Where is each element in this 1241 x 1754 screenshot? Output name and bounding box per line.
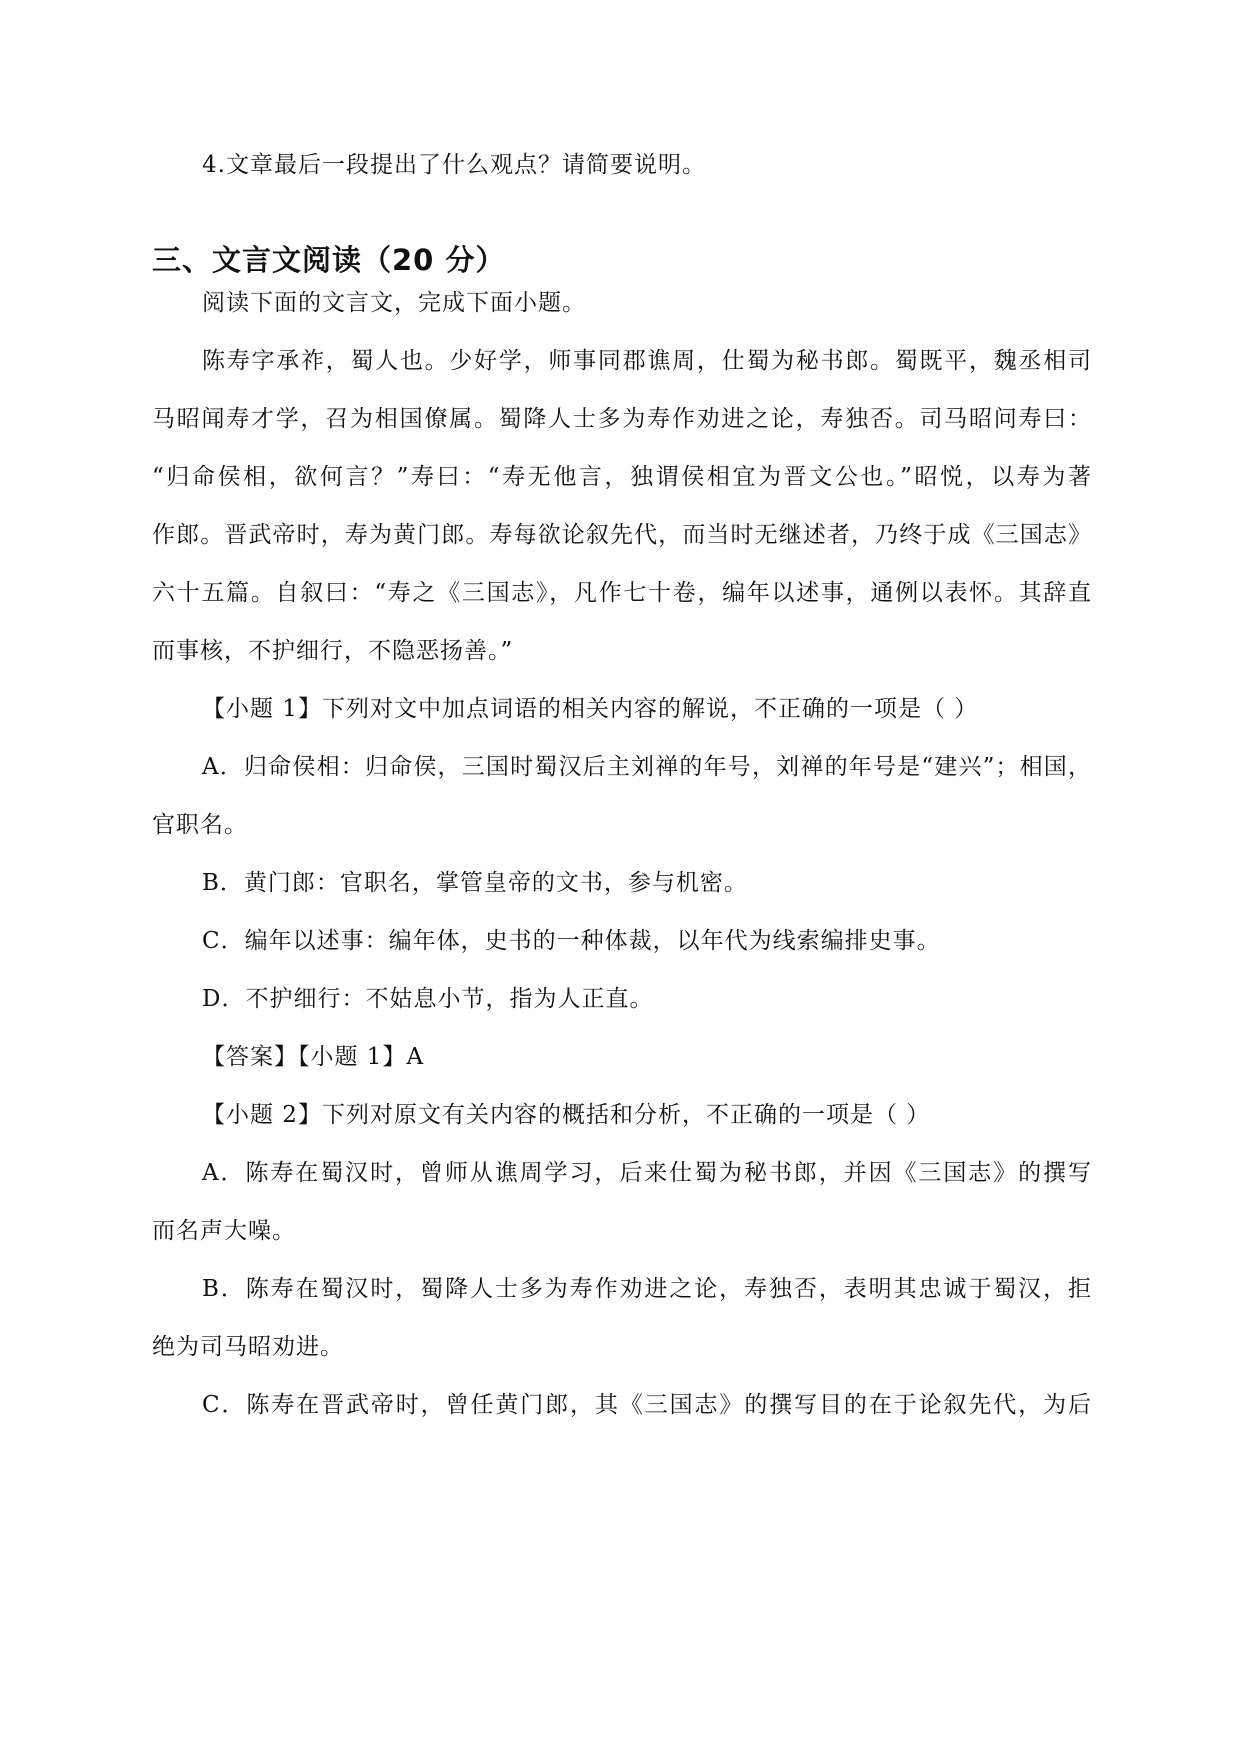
question-4: 4.文章最后一段提出了什么观点？请简要说明。 — [202, 152, 706, 178]
q1-option-a-line-2: 官职名。 — [152, 812, 248, 838]
passage-line-1: 陈寿字承祚，蜀人也。少好学，师事同郡谯周，仕蜀为秘书郎。蜀既平，魏丞相司 — [202, 348, 1092, 374]
section-heading: 三、文言文阅读（20 分） — [152, 243, 506, 277]
passage-line-6: 而事核，不护细行，不隐恶扬善。” — [152, 638, 514, 664]
instruction-text: 阅读下面的文言文，完成下面小题。 — [202, 290, 586, 316]
q2-stem: 【小题 2】下列对原文有关内容的概括和分析，不正确的一项是（ ） — [202, 1102, 931, 1128]
q1-option-b: B．黄门郎：官职名，掌管皇帝的文书，参与机密。 — [202, 870, 748, 896]
q2-option-a-line-2: 而名声大噪。 — [152, 1218, 296, 1244]
q2-option-c-line-1: C．陈寿在晋武帝时，曾任黄门郎，其《三国志》的撰写目的在于论叙先代，为后 — [202, 1392, 1092, 1418]
passage-line-2: 马昭闻寿才学，召为相国僚属。蜀降人士多为寿作劝进之论，寿独否。司马昭问寿曰： — [152, 406, 1092, 432]
passage-line-5: 六十五篇。自叙曰：“寿之《三国志》，凡作七十卷，编年以述事，通例以表怀。其辞直 — [152, 580, 1092, 606]
q1-option-a-line-1: A．归命侯相：归命侯，三国时蜀汉后主刘禅的年号，刘禅的年号是“建兴”；相国， — [202, 754, 1092, 780]
q1-stem: 【小题 1】下列对文中加点词语的相关内容的解说，不正确的一项是（ ） — [202, 696, 979, 722]
q1-option-d: D．不护细行：不姑息小节，指为人正直。 — [202, 986, 654, 1012]
q1-option-c: C．编年以述事：编年体，史书的一种体裁，以年代为线索编排史事。 — [202, 928, 941, 954]
q1-answer: 【答案】【小题 1】A — [202, 1044, 425, 1070]
q2-option-b-line-1: B．陈寿在蜀汉时，蜀降人士多为寿作劝进之论，寿独否，表明其忠诚于蜀汉，拒 — [202, 1276, 1092, 1302]
q2-option-b-line-2: 绝为司马昭劝进。 — [152, 1334, 344, 1360]
q2-option-a-line-1: A．陈寿在蜀汉时，曾师从谯周学习，后来仕蜀为秘书郎，并因《三国志》的撰写 — [202, 1160, 1092, 1186]
passage-line-4: 作郎。晋武帝时，寿为黄门郎。寿每欲论叙先代，而当时无继述者，乃终于成《三国志》 — [152, 522, 1092, 548]
passage-line-3: “归命侯相，欲何言？”寿曰：“寿无他言，独谓侯相宜为晋文公也。”昭悦，以寿为著 — [152, 464, 1092, 490]
